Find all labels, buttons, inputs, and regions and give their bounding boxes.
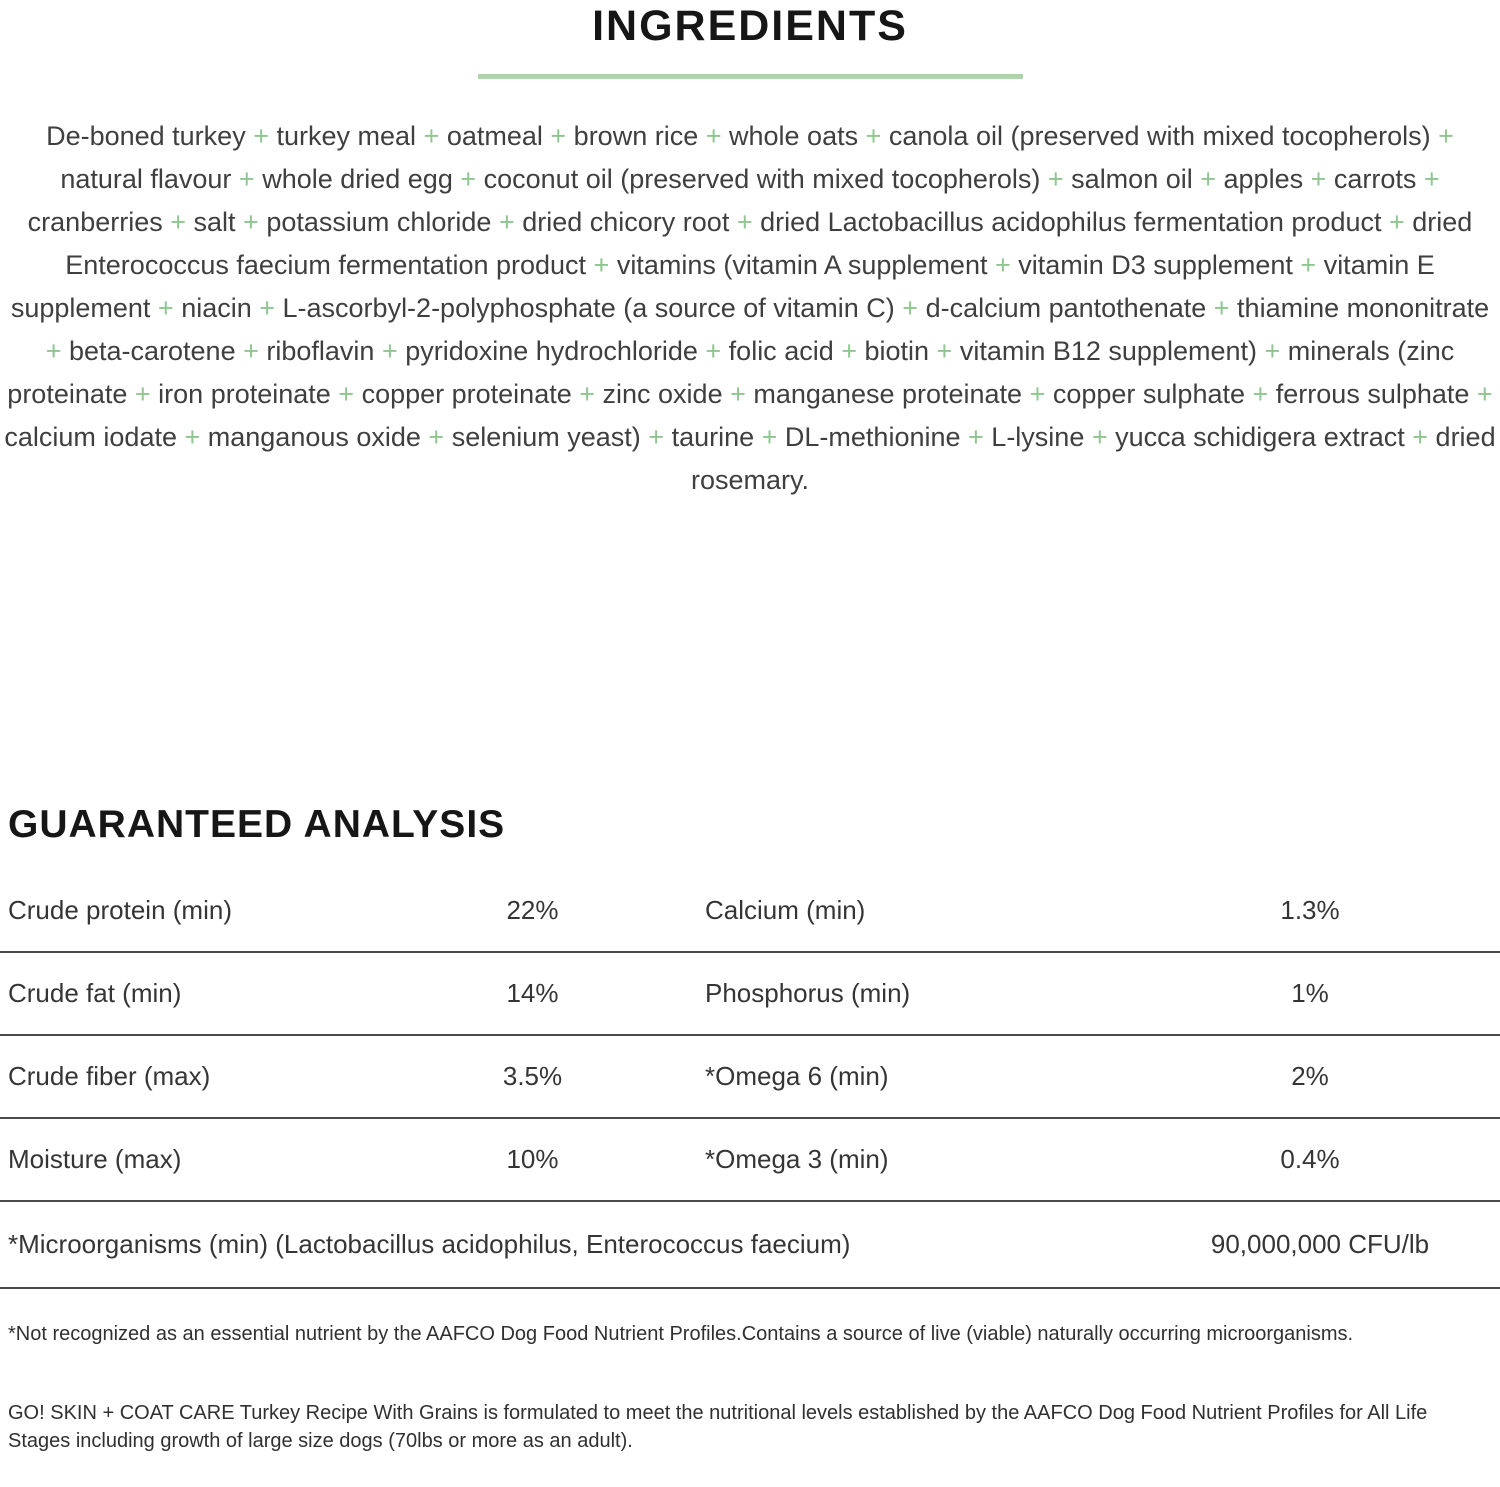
plus-separator-icon: +: [640, 422, 672, 452]
plus-separator-icon: +: [1469, 379, 1493, 409]
analysis-label: Calcium (min): [705, 895, 866, 925]
analysis-row: [0, 870, 1500, 953]
ingredients-section-title: INGREDIENTS: [592, 2, 908, 50]
plus-separator-icon: +: [858, 121, 889, 151]
plus-separator-icon: +: [1084, 422, 1116, 452]
analysis-value: 2%: [1291, 1061, 1329, 1091]
plus-separator-icon: +: [833, 336, 865, 366]
analysis-label: Crude fat (min): [8, 978, 182, 1008]
analysis-label: Phosphorus (min): [705, 978, 911, 1008]
analysis-value: 10%: [506, 1144, 559, 1174]
plus-separator-icon: +: [1404, 422, 1436, 452]
plus-separator-icon: +: [1256, 336, 1288, 366]
guaranteed-analysis-title: GUARANTEED ANALYSIS: [8, 803, 506, 846]
plus-separator-icon: +: [235, 336, 267, 366]
plus-separator-icon: +: [698, 121, 729, 151]
aafco-footnote: *Not recognized as an essential nutrient by the AAFCO Dog Food Nutrient Profiles.Contains a source of live (viable) naturally occurring microorganisms.: [8, 1323, 1354, 1345]
plus-separator-icon: +: [127, 379, 159, 409]
ingredients-text: De-boned turkey + turkey meal + oatmeal + brown rice + whole oats + canola oil (preserved with mixed tocopherols) + natural flavour + whole dried egg + coconut oil (preserved with mixed tocopherols) + salmon oil + apples + carrots + cranberries + salt + potassium chloride + dried chicory root + dried Lactobacillus acidophilus fermentation product + dried Enterococcus faecium fermentation product + vitamins (vitamin A supplement + vitamin D3 supplement + vitamin E supplement + niacin + L-ascorbyl-2-polyphosphate (a source of vitamin C) + d-calcium pantothenate + thiamine mononitrate + beta-carotene + riboflavin + pyridoxine hydrochloride + folic acid + biotin + vitamin B12 supplement) + minerals (zinc proteinate + iron proteinate + copper proteinate + zinc oxide + manganese proteinate + copper sulphate + ferrous sulphate + calcium iodate + manganous oxide + selenium yeast) + taurine + DL-methionine + L-lysine + yucca schidigera extract + dried rosemary.: [4, 121, 1496, 495]
analysis-label: Crude protein (min): [8, 895, 232, 925]
analysis-row: [0, 1036, 1500, 1119]
plus-separator-icon: +: [235, 207, 267, 237]
plus-separator-icon: +: [1192, 164, 1224, 194]
plus-separator-icon: +: [452, 164, 484, 194]
plus-separator-icon: +: [1292, 250, 1324, 280]
plus-separator-icon: +: [1416, 164, 1440, 194]
plus-separator-icon: +: [586, 250, 617, 280]
plus-separator-icon: +: [1022, 379, 1053, 409]
plus-separator-icon: +: [542, 121, 574, 151]
plus-separator-icon: +: [374, 336, 406, 366]
analysis-row: [0, 953, 1500, 1036]
green-divider-line: [478, 74, 1023, 79]
analysis-value: 22%: [506, 895, 559, 925]
plus-separator-icon: +: [45, 336, 69, 366]
microorganisms-row: [0, 1202, 1500, 1289]
analysis-label: *Omega 6 (min): [705, 1061, 889, 1091]
plus-separator-icon: +: [416, 121, 447, 151]
analysis-row: [0, 1119, 1500, 1202]
plus-separator-icon: +: [231, 164, 263, 194]
plus-separator-icon: +: [894, 293, 926, 323]
analysis-label: Crude fiber (max): [8, 1061, 211, 1091]
plus-separator-icon: +: [722, 379, 754, 409]
plus-separator-icon: +: [1381, 207, 1413, 237]
analysis-value: 1%: [1291, 978, 1329, 1008]
plus-separator-icon: +: [960, 422, 992, 452]
analysis-value: 14%: [506, 978, 559, 1008]
analysis-value: 3.5%: [502, 1061, 563, 1091]
plus-separator-icon: +: [162, 207, 194, 237]
plus-separator-icon: +: [729, 207, 761, 237]
plus-separator-icon: +: [1245, 379, 1276, 409]
analysis-value: 90,000,000 CFU/lb: [1210, 1229, 1430, 1259]
analysis-value: 0.4%: [1280, 1144, 1340, 1174]
aafco-statement: GO! SKIN + COAT CARE Turkey Recipe With Grains is formulated to meet the nutritional levels established by the AAFCO Dog Food Nutrient Profiles for All Life Stages including growth of large size dogs (70lbs or more as an adult).: [8, 1402, 1428, 1452]
plus-separator-icon: +: [176, 422, 208, 452]
plus-separator-icon: +: [491, 207, 523, 237]
guaranteed-analysis-table: [0, 870, 1500, 1289]
plus-separator-icon: +: [754, 422, 785, 452]
plus-separator-icon: +: [697, 336, 729, 366]
analysis-label: Moisture (max): [8, 1144, 182, 1174]
plus-separator-icon: +: [420, 422, 452, 452]
plus-separator-icon: +: [245, 121, 277, 151]
plus-separator-icon: +: [1430, 121, 1454, 151]
plus-separator-icon: +: [150, 293, 182, 323]
plus-separator-icon: +: [987, 250, 1019, 280]
plus-separator-icon: +: [251, 293, 283, 323]
analysis-value: 1.3%: [1280, 895, 1340, 925]
plus-separator-icon: +: [1206, 293, 1238, 323]
plus-separator-icon: +: [571, 379, 603, 409]
analysis-label: *Omega 3 (min): [705, 1144, 889, 1174]
analysis-label: *Microorganisms (min) (Lactobacillus acidophilus, Enterococcus faecium): [8, 1229, 851, 1259]
plus-separator-icon: +: [1303, 164, 1334, 194]
plus-separator-icon: +: [929, 336, 960, 366]
plus-separator-icon: +: [1040, 164, 1072, 194]
plus-separator-icon: +: [330, 379, 362, 409]
